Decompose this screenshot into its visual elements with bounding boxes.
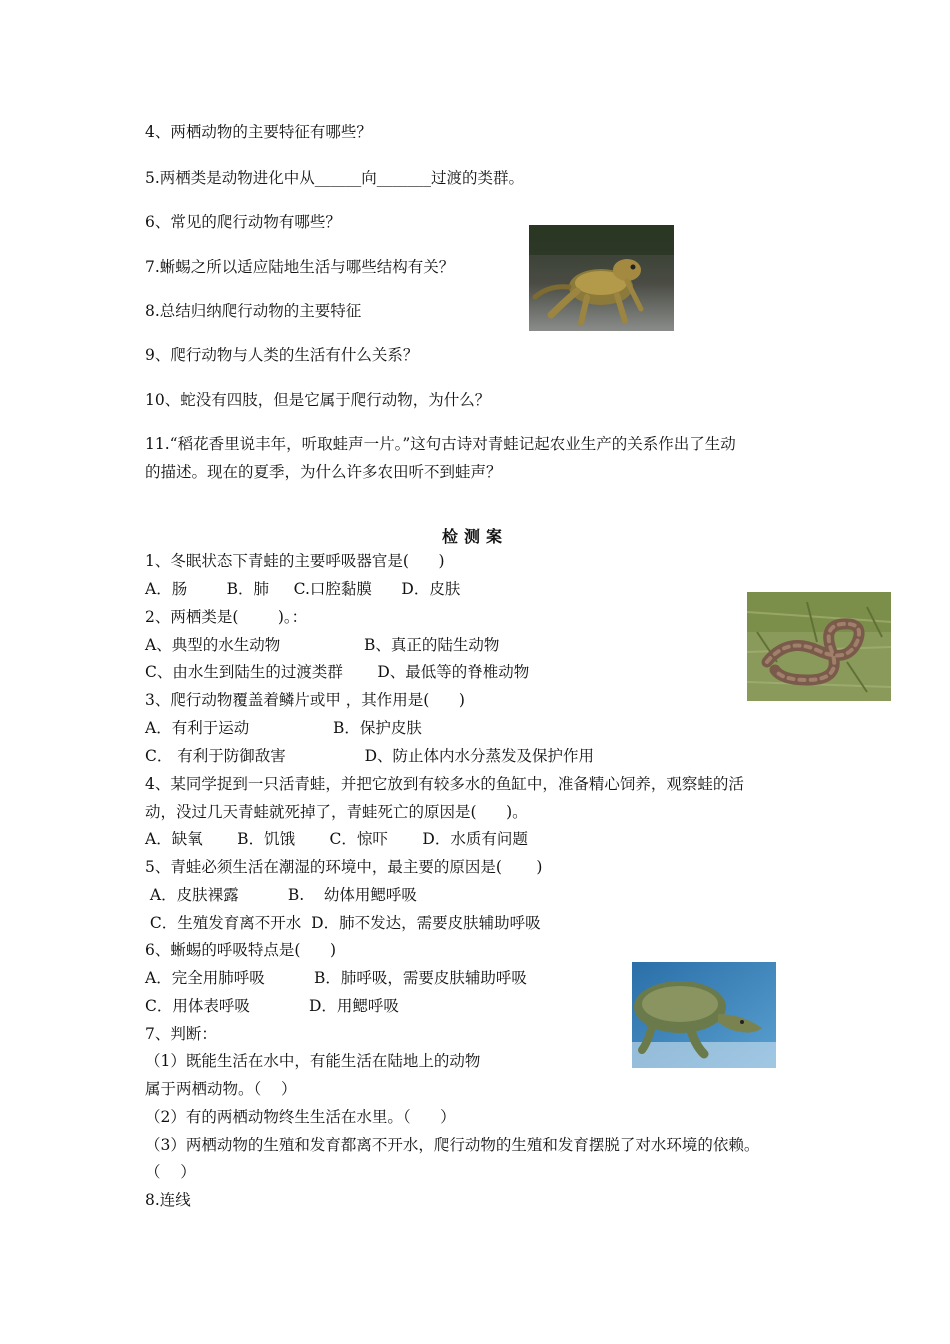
test-q7: 7、判断： bbox=[145, 1025, 217, 1043]
question-11-line2: 的描述。现在的夏季，为什么许多农田听不到蛙声？ bbox=[145, 463, 502, 481]
snake-photo bbox=[747, 592, 891, 701]
question-6: 6、常见的爬行动物有哪些？ bbox=[145, 213, 341, 231]
test-q4-line1: 4、某同学捉到一只活青蛙，并把它放到有较多水的鱼缸中，准备精心饲养，观察蛙的活 bbox=[145, 775, 744, 793]
test-q7-3-line2: （ ） bbox=[145, 1163, 196, 1181]
lizard-photo bbox=[529, 225, 674, 331]
test-q1: 1、冬眠状态下青蛙的主要呼吸器官是( ) bbox=[145, 552, 445, 570]
test-q6: 6、蜥蜴的呼吸特点是( ) bbox=[145, 941, 337, 959]
question-11-line1: 11.“稻花香里说丰年，听取蛙声一片。”这句古诗对青蛙记起农业生产的关系作出了生动 bbox=[145, 435, 736, 453]
question-7: 7.蜥蜴之所以适应陆地生活与哪些结构有关？ bbox=[145, 258, 455, 276]
test-q3-options-cd: C． 有利于防御敌害 D、防止体内水分蒸发及保护作用 bbox=[145, 747, 595, 765]
test-q5: 5、青蛙必须生活在潮湿的环境中，最主要的原因是( ) bbox=[145, 858, 543, 876]
test-q4-line2: 动，没过几天青蛙就死掉了，青蛙死亡的原因是( )。 bbox=[145, 803, 528, 821]
question-4: 4、两栖动物的主要特征有哪些？ bbox=[145, 123, 372, 141]
test-q2-options-cd: C、由水生到陆生的过渡类群 D、最低等的脊椎动物 bbox=[145, 663, 530, 681]
question-8: 8.总结归纳爬行动物的主要特征 bbox=[145, 302, 362, 320]
test-q7-1-line1: （1）既能生活在水中，有能生活在陆地上的动物 bbox=[145, 1052, 481, 1070]
test-q7-1-line2: 属于两栖动物。（ ） bbox=[145, 1080, 297, 1098]
question-5: 5.两栖类是动物进化中从______向_______过渡的类群。 bbox=[145, 169, 525, 187]
turtle-photo bbox=[632, 962, 776, 1068]
test-q7-2: （2）有的两栖动物终生生活在水里。（ ） bbox=[145, 1108, 456, 1126]
test-q6-options-ab: A．完全用肺呼吸 B．肺呼吸，需要皮肤辅助呼吸 bbox=[145, 969, 527, 987]
test-q4-options: A．缺氧 B．饥饿 C．惊吓 D．水质有问题 bbox=[145, 830, 528, 848]
question-10: 10、蛇没有四肢，但是它属于爬行动物，为什么？ bbox=[145, 391, 491, 409]
test-q2-options-ab: A、典型的水生动物 B、真正的陆生动物 bbox=[145, 636, 500, 654]
test-q5-options-ab: A．皮肤裸露 B. 幼体用鳃呼吸 bbox=[145, 886, 417, 904]
question-9: 9、爬行动物与人类的生活有什么关系？ bbox=[145, 346, 419, 364]
test-q6-options-cd: C．用体表呼吸 D．用鳃呼吸 bbox=[145, 997, 399, 1015]
test-q1-options: A．肠 B．肺 C.口腔黏膜 D．皮肤 bbox=[145, 580, 461, 598]
test-q3-options-ab: A．有利于运动 B．保护皮肤 bbox=[145, 719, 422, 737]
test-q8: 8.连线 bbox=[145, 1191, 191, 1209]
test-q7-3-line1: （3）两栖动物的生殖和发育都离不开水，爬行动物的生殖和发育摆脱了对水环境的依赖。 bbox=[145, 1136, 760, 1154]
test-q2: 2、两栖类是( )。： bbox=[145, 608, 308, 626]
test-q5-options-cd: C．生殖发育离不开水 D．肺不发达，需要皮肤辅助呼吸 bbox=[145, 914, 541, 932]
test-q3: 3、爬行动物覆盖着鳞片或甲 ，其作用是( ) bbox=[145, 691, 465, 709]
test-section-title: 检测案 bbox=[441, 527, 508, 546]
